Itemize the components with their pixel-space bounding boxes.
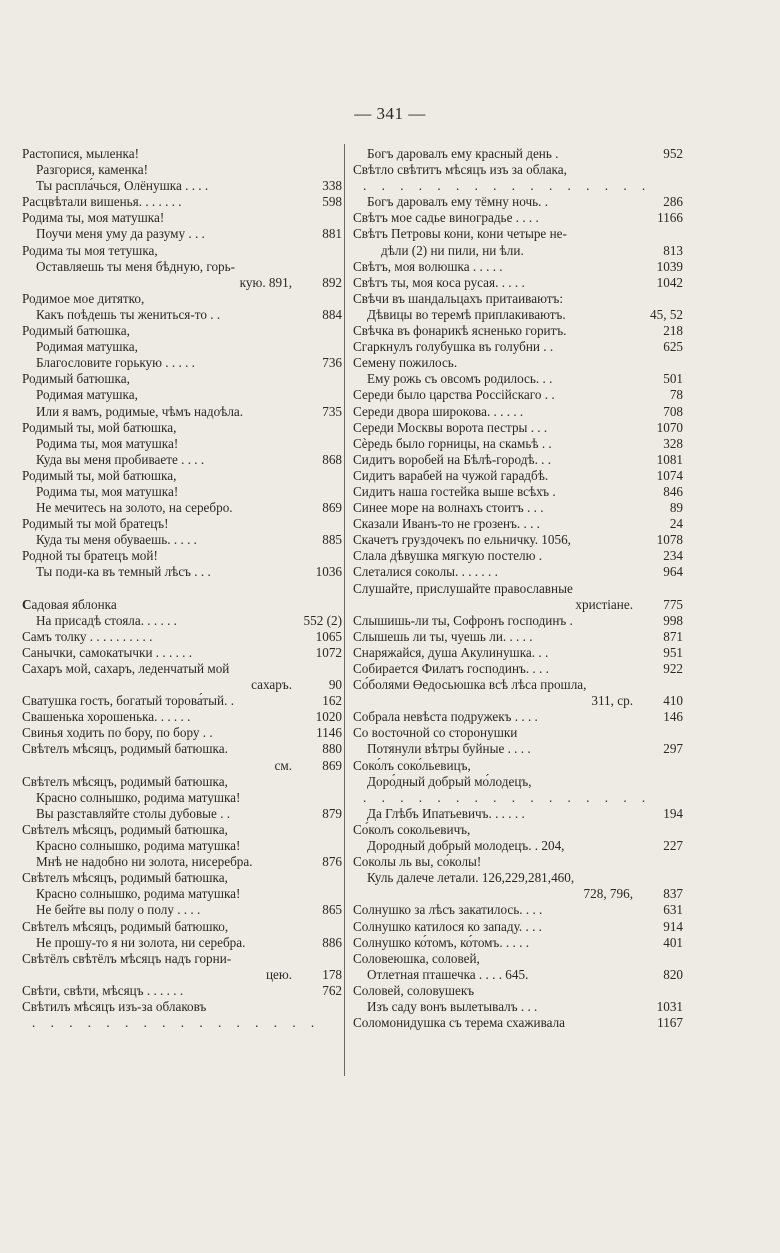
index-entry <box>22 741 342 757</box>
entry-page-number: 501 <box>663 371 683 387</box>
entry-text: Слала дѣвушка мягкую постелю . <box>353 548 543 564</box>
column-divider <box>344 144 345 1076</box>
entry-text: Родимое мое дитятко, <box>22 290 145 306</box>
entry-page-number: 24 <box>669 516 683 532</box>
entry-page-number: 328 <box>663 435 683 451</box>
entry-text: Синее море на волнахъ стоитъ . . . <box>353 500 544 516</box>
index-entry <box>353 709 683 725</box>
entry-text: 728, 796, <box>583 886 633 902</box>
index-entry <box>22 838 342 854</box>
entry-text: Сахаръ мой, сахаръ, леденчатый мой <box>22 661 230 676</box>
entry-text: Соловеюшка, соловей, <box>353 950 480 966</box>
index-entry <box>353 564 683 580</box>
entry-page-number: 885 <box>322 532 342 548</box>
index-entry <box>22 613 342 629</box>
entry-text: Растопися, мыленка! <box>22 146 140 161</box>
index-entry <box>353 774 683 790</box>
index-entry <box>353 275 683 291</box>
entry-text: Красно солнышко, родима матушка! <box>36 838 241 854</box>
index-entry <box>22 774 342 790</box>
entry-text: Сказали Иванъ-то не грозенъ. . . . <box>353 516 540 532</box>
entry-text: Солнушко за лѣсъ закатилось. . . . <box>353 902 543 918</box>
entry-text: Слеталися соколы. . . . . . . <box>353 564 498 580</box>
entry-page-number: 89 <box>669 500 683 516</box>
entry-page-number: 708 <box>663 403 683 419</box>
entry-text: Родимый батюшка, <box>22 323 130 339</box>
index-entry <box>22 564 342 580</box>
entry-text: Не прошу-то я ни золота, ни серебра. <box>36 934 246 950</box>
entry-text: Солнушко катилося ко западу. . . . <box>353 918 542 934</box>
index-entry <box>22 404 342 420</box>
entry-page-number: 735 <box>322 403 342 419</box>
index-entry <box>353 935 683 951</box>
entry-text: Ты распла́чься, Олёнушка . . . . <box>36 178 209 194</box>
entry-text: Солнушко ко́томъ, ко́томъ. . . . . <box>353 934 529 950</box>
entry-page-number: 286 <box>663 194 683 210</box>
entry-text: . . . . . . . . . . . . . . . . <box>363 789 652 805</box>
index-entry <box>353 1015 683 1031</box>
entry-page-number: 598 <box>322 194 342 210</box>
entry-text: Самъ толку . . . . . . . . . . <box>22 628 153 644</box>
index-entry <box>353 806 683 822</box>
entry-text: Богъ даровалъ ему красный день . <box>367 146 559 161</box>
index-entry <box>22 548 342 564</box>
page-number: — 341 — <box>354 104 426 123</box>
entry-text: Садовая яблонка <box>22 596 117 612</box>
index-entry <box>22 162 342 178</box>
section-initial-letter: С <box>22 596 32 612</box>
entry-page-number: 218 <box>663 323 683 339</box>
entry-page-number: 876 <box>322 854 342 870</box>
entry-page-number: 297 <box>663 741 683 757</box>
entry-text: Дѣвицы во теремѣ приплакиваютъ. <box>367 306 566 322</box>
entry-text: Свѣтелъ мѣсяцъ, родимый батюшка, <box>22 870 228 886</box>
index-entry <box>22 468 342 484</box>
entry-page-number: 401 <box>663 934 683 950</box>
index-entry <box>353 999 683 1015</box>
entry-text: Свѣтёлъ свѣтёлъ мѣсяцъ надъ горни- <box>22 950 232 966</box>
index-entry <box>22 146 342 162</box>
entry-page-number: 892 <box>322 274 342 290</box>
index-entry <box>353 822 683 838</box>
entry-page-number: 884 <box>322 306 342 322</box>
entry-text: Родима ты моя тетушка, <box>22 242 158 258</box>
index-entry <box>353 870 683 886</box>
index-entry <box>353 693 683 709</box>
entry-text: Свѣтло свѣтитъ мѣсяцъ изъ за облака, <box>353 162 567 178</box>
entry-page-number: 869 <box>322 500 342 516</box>
index-entry <box>353 532 683 548</box>
entry-text: Свѣтъ, моя волюшка . . . . . <box>353 258 503 274</box>
index-entry <box>353 452 683 468</box>
entry-text: Красно солнышко, родима матушка! <box>36 789 241 805</box>
entry-text: Родима ты, моя матушка! <box>36 435 179 451</box>
index-entry <box>353 645 683 661</box>
index-entry <box>353 468 683 484</box>
entry-page-number: 1070 <box>656 419 683 435</box>
index-entry <box>22 323 342 339</box>
entry-text: христiане. <box>575 596 633 612</box>
index-entry <box>22 645 342 661</box>
index-entry <box>22 516 342 532</box>
entry-text: Свѣтъ ты, моя коса русая. . . . . <box>353 274 525 290</box>
index-entry <box>353 741 683 757</box>
index-entry <box>353 516 683 532</box>
index-entry <box>353 902 683 918</box>
index-entry <box>353 243 683 259</box>
entry-text: Свѣтилъ мѣсяцъ изъ-за облаковъ <box>22 998 207 1014</box>
entry-page-number: 1146 <box>316 725 342 741</box>
entry-page-number: 762 <box>322 982 342 998</box>
entry-text: Сидитъ варабей на чужой гарадбѣ. <box>353 467 549 483</box>
index-entry <box>22 436 342 452</box>
index-entry <box>22 709 342 725</box>
entry-text: Не мечитесь на золото, на серебро. <box>36 500 233 516</box>
index-entry <box>353 838 683 854</box>
entry-text: Родимый ты мой братецъ! <box>22 516 169 532</box>
entry-text: Куда ты меня обуваешь. . . . . <box>36 532 197 548</box>
entry-text: кую. 891, <box>239 274 292 290</box>
entry-page-number: 886 <box>322 934 342 950</box>
index-entry <box>22 420 342 436</box>
entry-text: Слушайте, прислушайте православные <box>353 580 573 596</box>
entry-text: Родимая матушка, <box>36 387 138 403</box>
entry-text: Куда вы меня пробиваете . . . . <box>36 451 205 467</box>
entry-text: Соколы ль вы, со́колы! <box>353 854 482 870</box>
entry-text: Или я вамъ, родимые, чѣмъ надоѣла. <box>36 403 244 419</box>
entry-text: Сѐредь было горницы, на скамьѣ . . <box>353 435 552 451</box>
entry-page-number: 820 <box>663 966 683 982</box>
entry-page-number: 178 <box>322 966 342 982</box>
index-entry <box>353 677 683 693</box>
index-entry <box>22 854 342 870</box>
entry-page-number: 162 <box>322 693 342 709</box>
index-entry <box>353 661 683 677</box>
entry-text: Дородный добрый молодецъ. . 204, <box>367 838 565 854</box>
index-entry <box>22 693 342 709</box>
index-entry <box>22 822 342 838</box>
entry-text: Отлетная пташечка . . . . 645. <box>367 966 529 982</box>
index-entry <box>22 291 342 307</box>
index-entry <box>353 355 683 371</box>
entry-page-number: 1074 <box>656 467 683 483</box>
index-entry <box>353 404 683 420</box>
index-entry <box>353 371 683 387</box>
index-entry <box>22 758 342 774</box>
index-entry <box>22 178 342 194</box>
entry-text: . . . . . . . . . . . . . . . . <box>363 178 652 194</box>
index-entry <box>353 613 683 629</box>
index-entry <box>22 532 342 548</box>
entry-text: Ему рожь съ овсомъ родилось. . . <box>367 371 553 387</box>
index-entry <box>22 452 342 468</box>
entry-text: Мнѣ не надобно ни золота, нисеребра. <box>36 854 253 870</box>
entry-text: Родимый батюшка, <box>22 371 130 387</box>
index-entry <box>22 500 342 516</box>
entry-text: Середи было царства Россійскаго . . <box>353 387 555 403</box>
entry-page-number: 951 <box>663 644 683 660</box>
entry-text: Да Глѣбъ Ипатьевичъ. . . . . . <box>367 805 525 821</box>
entry-text: Свѣчка въ фонарикѣ ясненько горитъ. <box>353 323 567 339</box>
entry-page-number: 146 <box>663 709 683 725</box>
entry-page-number: 865 <box>322 902 342 918</box>
entry-text: Благословите горькую . . . . . <box>36 355 195 371</box>
entry-page-number: 813 <box>663 242 683 258</box>
entry-page-number: 881 <box>322 226 342 242</box>
entry-text: Свинья ходить по бору, по бору . . <box>22 725 213 741</box>
entry-text: Богъ даровалъ ему тёмну ночь. . <box>367 194 549 210</box>
entry-text: Родной ты братецъ мой! <box>22 548 158 564</box>
entry-page-number: 880 <box>322 741 342 757</box>
entry-text: Свѣтелъ мѣсяцъ, родимый батюшка, <box>22 773 228 789</box>
entry-page-number: 775 <box>663 596 683 612</box>
entry-page-number: 78 <box>669 387 683 403</box>
entry-page-number: 998 <box>663 612 683 628</box>
entry-page-number: 410 <box>663 693 683 709</box>
entry-page-number: 1081 <box>656 451 683 467</box>
index-entry <box>22 210 342 226</box>
entry-page-number: 1072 <box>315 644 342 660</box>
index-entry <box>353 500 683 516</box>
index-entry <box>22 677 342 693</box>
entry-page-number: 869 <box>322 757 342 773</box>
index-entry <box>353 259 683 275</box>
index-entry <box>22 226 342 242</box>
entry-page-number: 914 <box>663 918 683 934</box>
index-entry <box>22 870 342 886</box>
entry-page-number: 922 <box>663 661 683 676</box>
entry-text: Доро́дный добрый мо́лодецъ, <box>367 773 532 789</box>
index-entry <box>353 339 683 355</box>
entry-text: Изъ саду вонъ вылетывалъ . . . <box>367 998 538 1014</box>
index-entry <box>22 806 342 822</box>
entry-page-number: 1039 <box>656 258 683 274</box>
entry-page-number: 1166 <box>657 210 683 226</box>
entry-text: Родимый ты, мой батюшка, <box>22 419 177 435</box>
index-entry <box>22 355 342 371</box>
index-entry <box>22 790 342 806</box>
entry-page-number: 879 <box>322 805 342 821</box>
index-entry <box>353 323 683 339</box>
entry-text: Свѣчи въ шандальцахъ притаиваютъ: <box>353 290 564 306</box>
entry-page-number: 1065 <box>315 628 342 644</box>
entry-text: Скачетъ груздочекъ по ельничку. 1056, <box>353 532 571 548</box>
entry-text: Свѣтелъ мѣсяцъ, родимый батюшка. <box>22 741 228 757</box>
index-entry <box>22 967 342 983</box>
index-entry <box>353 854 683 870</box>
entry-text: Какъ поѣдешь ты жениться-то . . <box>36 306 221 322</box>
index-entry <box>22 919 342 935</box>
index-entry <box>22 951 342 967</box>
entry-text: Родимая матушка, <box>36 339 138 355</box>
index-entry <box>22 1015 342 1031</box>
index-entry <box>353 146 683 162</box>
index-entry <box>22 902 342 918</box>
entry-text: На присадѣ стояла. . . . . . <box>36 612 177 628</box>
entry-text: Снаряжайся, душа Акулинушка. . . <box>353 644 549 660</box>
index-entry <box>22 725 342 741</box>
index-entry <box>353 758 683 774</box>
entry-page-number: 1078 <box>656 532 683 548</box>
entry-text: Середи Москвы ворота пестры . . . <box>353 419 548 435</box>
entry-text: Разгорися, каменка! <box>36 162 149 178</box>
index-entry <box>22 275 342 291</box>
entry-text: Вы разставляйте столы дубовые . . <box>36 805 231 821</box>
index-entry <box>22 194 342 210</box>
index-entry <box>353 291 683 307</box>
index-entry <box>353 951 683 967</box>
index-entry <box>353 194 683 210</box>
index-entry <box>353 983 683 999</box>
entry-page-number: 625 <box>663 339 683 355</box>
entry-page-number: 1020 <box>315 709 342 725</box>
index-entry <box>353 226 683 242</box>
entry-text: Не бейте вы полу о полу . . . . <box>36 902 201 918</box>
entry-page-number: 837 <box>663 886 683 902</box>
index-entry <box>353 210 683 226</box>
index-left-column <box>22 146 342 1031</box>
entry-text: Куль далече летали. 126,229,281,460, <box>367 870 575 886</box>
entry-text: Со восточной со сторонушки <box>353 725 518 741</box>
entry-page-number: 1036 <box>315 564 342 580</box>
entry-text: Родима ты, моя матушка! <box>36 483 179 499</box>
entry-text: см. <box>274 757 292 773</box>
entry-text: Со́колъ сокольевичъ, <box>353 821 471 837</box>
entry-text: Свѣти, свѣти, мѣсяцъ . . . . . . <box>22 982 184 998</box>
index-right-column <box>353 146 683 1031</box>
index-entry <box>353 307 683 323</box>
index-entry <box>22 307 342 323</box>
entry-page-number: 90 <box>328 677 342 693</box>
index-entry <box>22 597 342 613</box>
entry-text: Соломонидушка съ терема схаживала <box>353 1015 566 1031</box>
entry-text: Свѣтелъ мѣсяцъ, родимый батюшка, <box>22 821 228 837</box>
index-entry <box>22 339 342 355</box>
entry-page-number: 952 <box>663 146 683 161</box>
entry-page-number: 552 (2) <box>303 612 342 628</box>
entry-text: цею. <box>265 966 292 982</box>
index-entry <box>353 420 683 436</box>
section-gap <box>22 581 342 597</box>
entry-text: Санычки, самокатычки . . . . . . <box>22 644 193 660</box>
entry-text: Родима ты, моя матушка! <box>22 210 165 226</box>
entry-text: Поучи меня уму да разуму . . . <box>36 226 205 242</box>
entry-page-number: 338 <box>322 178 342 194</box>
entry-page-number: 45, 52 <box>650 306 683 322</box>
entry-text: Сгаркнулъ голубушка въ голубни . . <box>353 339 554 355</box>
entry-text: Сватушка гость, богатый торова́тый. . <box>22 693 234 709</box>
entry-page-number: 868 <box>322 451 342 467</box>
entry-page-number: 227 <box>663 838 683 854</box>
index-entry <box>353 162 683 178</box>
entry-page-number: 1031 <box>656 998 683 1014</box>
entry-text: Родимый ты, мой батюшка, <box>22 467 177 483</box>
index-entry <box>353 387 683 403</box>
entry-text: Свѣтъ Петровы кони, кони четыре не- <box>353 226 567 242</box>
entry-page-number: 631 <box>663 902 683 918</box>
entry-text: Красно солнышко, родима матушка! <box>36 886 241 902</box>
entry-text: Сидитъ наша гостейка выше всѣхъ . <box>353 483 556 499</box>
entry-text: Свѣтелъ мѣсяцъ, родимый батюшко, <box>22 918 229 934</box>
entry-page-number: 1167 <box>657 1015 683 1031</box>
index-entry <box>353 436 683 452</box>
index-entry <box>353 581 683 597</box>
entry-text: Свѣтъ мое садье виноградье . . . . <box>353 210 539 226</box>
index-entry <box>353 967 683 983</box>
index-entry <box>22 983 342 999</box>
entry-page-number: 871 <box>663 628 683 644</box>
entry-text: Потянули вѣтры буйные . . . . <box>367 741 531 757</box>
index-entry <box>353 178 683 194</box>
entry-page-number: 194 <box>663 805 683 821</box>
entry-text: Слышишь-ли ты, Софронъ господинъ . <box>353 612 573 628</box>
index-entry <box>22 387 342 403</box>
entry-text: Собирается Филатъ господинъ. . . . <box>353 661 549 676</box>
index-entry <box>22 999 342 1015</box>
index-entry <box>22 243 342 259</box>
entry-text: Сидитъ воробей на Бѣлѣ-городѣ. . . <box>353 451 552 467</box>
index-entry <box>22 371 342 387</box>
entry-text: Соловей, соловушекъ <box>353 982 475 998</box>
entry-page-number: 234 <box>663 548 683 564</box>
entry-text: . . . . . . . . . . . . . . . . <box>32 1015 321 1031</box>
entry-text: Свашенька хорошенька. . . . . . <box>22 709 191 725</box>
entry-text: 311, ср. <box>591 693 633 709</box>
index-entry <box>353 725 683 741</box>
entry-text: Соко́лъ соко́льевицъ, <box>353 757 471 773</box>
index-entry <box>353 597 683 613</box>
entry-page-number: 736 <box>322 355 342 371</box>
index-entry <box>353 886 683 902</box>
index-entry <box>22 886 342 902</box>
entry-text: Ты поди-ка въ темный лѣсъ . . . <box>36 564 211 580</box>
entry-text: сахаръ. <box>251 677 292 693</box>
index-entry <box>353 484 683 500</box>
entry-text: Со́болями Өедосьюшка всѣ лѣса прошла, <box>353 677 587 693</box>
index-entry <box>353 629 683 645</box>
index-entry <box>353 790 683 806</box>
entry-page-number: 964 <box>663 564 683 580</box>
entry-text: Слышешь ли ты, чуешь ли. . . . . <box>353 628 533 644</box>
entry-text: Собрала невѣста подружекъ . . . . <box>353 709 538 725</box>
entry-text: Расцвѣтали вишенья. . . . . . . <box>22 194 182 210</box>
index-entry <box>353 919 683 935</box>
index-entry <box>22 484 342 500</box>
entry-text: дѣли (2) ни пили, ни ѣли. <box>381 242 524 258</box>
entry-page-number: 1042 <box>656 274 683 290</box>
index-entry <box>22 259 342 275</box>
entry-page-number: 846 <box>663 483 683 499</box>
index-entry <box>22 935 342 951</box>
index-entry <box>22 629 342 645</box>
entry-text: Семену пожилось. <box>353 355 458 371</box>
entry-text: Оставляешь ты меня бѣдную, горь- <box>36 258 236 274</box>
index-entry <box>353 548 683 564</box>
entry-text: Середи двора широкова. . . . . . <box>353 403 524 419</box>
index-entry <box>22 661 342 677</box>
